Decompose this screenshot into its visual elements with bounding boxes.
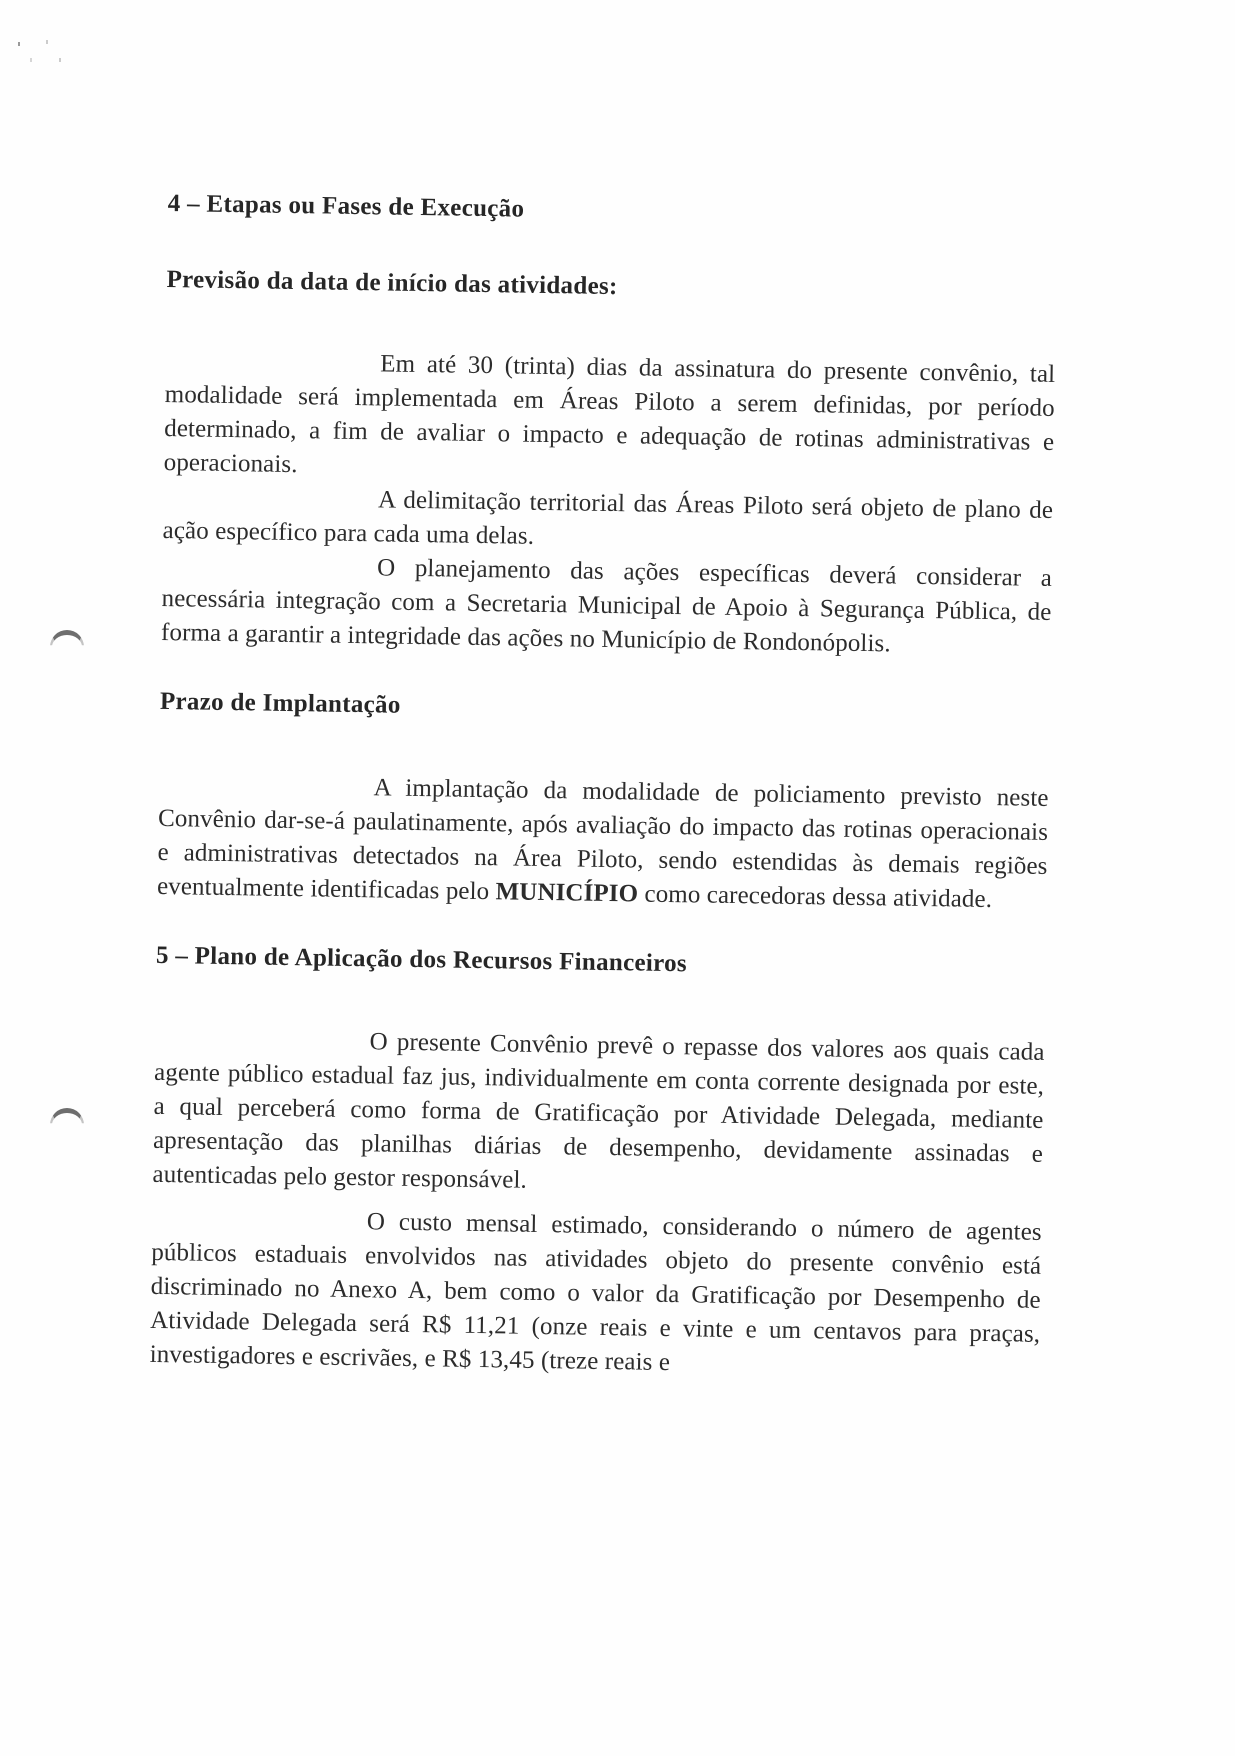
implementation-deadline-heading: Prazo de Implantação <box>159 687 401 719</box>
scan-artifact <box>59 58 61 62</box>
paragraph-monthly-cost: O custo mensal estimado, considerando o número de agentes públicos estaduais envolvidos nas atividades objeto do presente convênio está discriminado no Anexo A, bem como o valor da Gratificação por Desempenho de Atividade Delegada será R$ 11,21 (onze reais e vinte e um centavos para praças, investigadores e escrivães, e R$ 13,45 (treze reais e <box>149 1208 1042 1377</box>
scan-artifact <box>46 40 48 44</box>
paragraph-planning-integration: O planejamento das ações específicas deverá considerar a necessária integração com a Secretaria Municipal de Apoio à Segurança Pública, de forma a garantir a integridade das ações no Município de Rondonópolis. <box>160 554 1053 658</box>
paragraph-implementation-text-1: A implantação da modalidade de policiamento previsto neste Convênio dar-se-á paulatinamente, após avaliação do impacto das rotinas operacionais e administrativas detectados na Área Piloto, sendo estendidas às demais regiões eventualmente identificadas pelo <box>156 774 1049 906</box>
paragraph-territorial-delimitation: A delimitação territorial das Áreas Piloto será objeto de plano de ação específico para cada uma delas. <box>162 486 1054 550</box>
paragraph-implementation <box>157 768 1049 918</box>
document-body <box>149 190 1057 1386</box>
section-5-heading: 5 – Plano de Aplicação dos Recursos Financeiros <box>155 941 688 978</box>
paragraph-fund-transfer: O presente Convênio prevê o repasse dos valores aos quais cada agente público estadual faz jus, individualmente em conta corrente designada por este, a qual perceberá como forma de Gratificação por Atividade Delegada, mediante apresentação das planilhas diárias de desempenho, devidamente assinadas e autenticadas pelo gestor responsável. <box>152 1028 1045 1194</box>
paragraph-start-date: Em até 30 (trinta) dias da assinatura do presente convênio, tal modalidade será implementada em Áreas Piloto a serem definidas, por período determinado, a fim de avaliar o impacto e adequação de rotinas administrativas e operacionais. <box>163 350 1056 479</box>
scan-artifact <box>30 58 32 62</box>
section-4-heading: 4 – Etapas ou Fases de Execução <box>167 190 525 223</box>
scan-artifact <box>18 42 20 46</box>
paragraph-implementation-text-2: como carecedoras dessa atividade. <box>637 880 993 914</box>
municipio-bold-term: MUNICÍPIO <box>495 878 639 908</box>
start-date-heading: Previsão da data de início das atividades: <box>166 265 618 301</box>
hole-punch-mark <box>50 1108 84 1142</box>
hole-punch-mark <box>50 630 84 664</box>
